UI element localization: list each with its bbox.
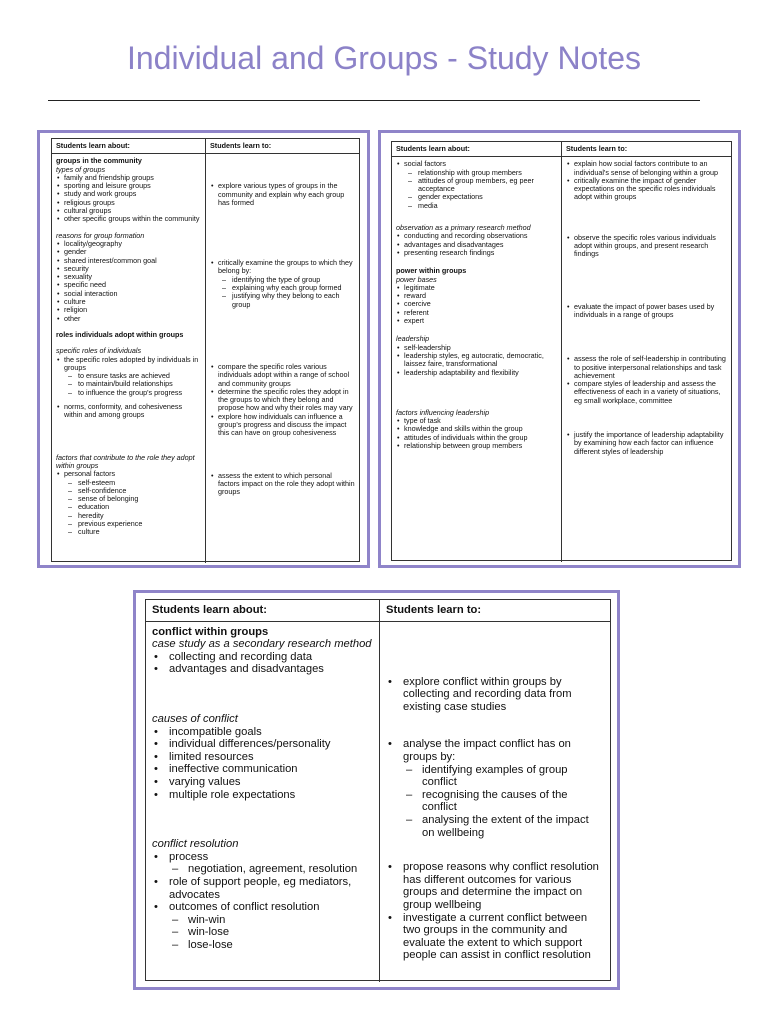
list-item: • compare the specific roles various individuals adopt within a range of school and community groups [210, 363, 355, 388]
list-item: • reward [396, 292, 557, 300]
sub-list-item: – win-lose [152, 926, 373, 939]
section-heading: conflict within groups [152, 625, 269, 638]
header-learn-about: Students learn about: [392, 142, 562, 156]
list-item: • other [56, 315, 201, 323]
sub-list-item: – justifying why they belong to each group [210, 292, 355, 309]
sub-list-item: – self-esteem [56, 479, 201, 487]
syllabus-table-2 [391, 141, 732, 561]
list-item: • ineffective communication [152, 763, 373, 776]
list-item: • the specific roles adopted by individuals in groups [56, 356, 201, 373]
list-item: • social interaction [56, 290, 201, 298]
list-item: • assess the role of self-leadership in contributing to positive interpersonal relationships and task achievement [566, 355, 727, 380]
learn-to-column [206, 154, 359, 563]
list-item: • norms, conformity, and cohesiveness within and among groups [56, 403, 201, 420]
notes-image-3 [133, 590, 620, 990]
sub-list-item: – culture [56, 528, 201, 536]
header-learn-to: Students learn to: [566, 144, 628, 153]
list-item: • cultural groups [56, 207, 201, 215]
list-item: • sexuality [56, 273, 201, 281]
subsection-heading: observation as a primary research method [396, 223, 531, 233]
list-item: • advantages and disadvantages [152, 663, 373, 676]
list-item: • propose reasons why conflict resolution has different outcomes for various groups and determine the impact on group wellbeing [386, 861, 604, 911]
subsection-heading: types of groups [56, 164, 106, 174]
list-item: • conducting and recording observations [396, 232, 557, 240]
list-item: • analyse the impact conflict has on groups by: [386, 738, 604, 763]
list-item: • collecting and recording data [152, 651, 373, 664]
subsection-heading: factors that contribute to the role they adopt within groups [56, 452, 195, 470]
list-item: • gender [56, 248, 201, 256]
list-item: • knowledge and skills within the group [396, 425, 557, 433]
subsection-heading: causes of conflict [152, 712, 238, 725]
sub-list-item: – explaining why each group formed [210, 284, 355, 292]
list-item: • role of support people, eg mediators, advocates [152, 876, 373, 901]
list-item: • justify the importance of leadership adaptability by examining how each factor can influence different styles of leadership [566, 431, 727, 456]
sub-list-item: – media [396, 202, 557, 210]
list-item: • outcomes of conflict resolution [152, 901, 373, 914]
list-item: • family and friendship groups [56, 174, 201, 182]
list-item: • explain how social factors contribute to an individual's sense of belonging within a group [566, 160, 727, 177]
list-item: • locality/geography [56, 240, 201, 248]
list-item: • critically examine the groups to which they belong by: [210, 259, 355, 276]
sub-list-item: – heredity [56, 512, 201, 520]
list-item: • referent [396, 309, 557, 317]
list-item: • security [56, 265, 201, 273]
subsection-heading: power bases [396, 274, 437, 284]
list-item: • individual differences/personality [152, 738, 373, 751]
list-item: • explore various types of groups in the community and explain why each group has formed [210, 182, 355, 207]
subsection-heading: factors influencing leadership [396, 407, 490, 417]
list-item: • assess the extent to which personal factors impact on the role they adopt within groups [210, 472, 355, 497]
table-header [52, 139, 359, 154]
list-item: • social factors [396, 160, 557, 168]
list-item: • presenting research findings [396, 249, 557, 257]
sub-list-item: – relationship with group members [396, 169, 557, 177]
page-title: Individual and Groups - Study Notes [126, 40, 642, 76]
learn-to-column [562, 157, 731, 562]
sub-list-item: – previous experience [56, 520, 201, 528]
list-item: • type of task [396, 417, 557, 425]
list-item: • shared interest/common goal [56, 257, 201, 265]
list-item: • expert [396, 317, 557, 325]
subsection-heading: specific roles of individuals [56, 346, 142, 356]
sub-list-item: – to maintain/build relationships [56, 380, 201, 388]
sub-list-item: – recognising the causes of the conflict [386, 789, 604, 814]
list-item: • observe the specific roles various individuals adopt within groups, and present research findings [566, 234, 727, 259]
sub-list-item: – identifying the type of group [210, 276, 355, 284]
list-item: • specific need [56, 281, 201, 289]
learn-about-column [52, 154, 206, 563]
list-item: • sporting and leisure groups [56, 182, 201, 190]
list-item: • other specific groups within the community [56, 215, 201, 223]
sub-list-item: – attitudes of group members, eg peer acceptance [396, 177, 557, 194]
list-item: • legitimate [396, 284, 557, 292]
sub-list-item: – to influence the group's progress [56, 389, 201, 397]
syllabus-table-1 [51, 138, 360, 562]
notes-image-2 [378, 130, 741, 568]
list-item: • leadership styles, eg autocratic, democratic, laissez faire, transformational [396, 352, 557, 369]
sub-list-item: – self-confidence [56, 487, 201, 495]
section-heading: roles individuals adopt within groups [56, 329, 184, 339]
list-item: • study and work groups [56, 190, 201, 198]
list-item: • compare styles of leadership and assess the effectiveness of each in a variety of situations, eg small workplace, committee [566, 380, 727, 405]
sub-list-item: – analysing the extent of the impact on wellbeing [386, 814, 604, 839]
sub-list-item: – lose-lose [152, 939, 373, 952]
header-learn-to: Students learn to: [386, 604, 482, 616]
list-item: • religion [56, 306, 201, 314]
list-item: • explore how individuals can influence a group's progress and discuss the impact this can have on group cohesiveness [210, 413, 355, 438]
section-heading: groups in the community [56, 156, 142, 166]
sub-list-item: – sense of belonging [56, 495, 201, 503]
list-item: • explore conflict within groups by collecting and recording data from existing case studies [386, 676, 604, 714]
sub-list-item: – education [56, 503, 201, 511]
list-item: • personal factors [56, 470, 201, 478]
list-item: • self-leadership [396, 344, 557, 352]
list-item: • advantages and disadvantages [396, 241, 557, 249]
sub-list-item: – negotiation, agreement, resolution [152, 863, 373, 876]
table-header [392, 142, 731, 157]
list-item: • evaluate the impact of power bases used by individuals in a range of groups [566, 303, 727, 320]
list-item: • religious groups [56, 199, 201, 207]
list-item: • leadership adaptability and flexibility [396, 369, 557, 377]
list-item: • varying values [152, 776, 373, 789]
sub-list-item: – gender expectations [396, 193, 557, 201]
subsection-heading: conflict resolution [152, 838, 239, 851]
list-item: • process [152, 851, 373, 864]
table-header [146, 600, 610, 622]
list-item: • relationship between group members [396, 442, 557, 450]
learn-to-column [380, 622, 610, 982]
header-learn-about: Students learn about: [52, 139, 206, 153]
subsection-heading: leadership [396, 334, 430, 344]
sub-list-item: – win-win [152, 914, 373, 927]
learn-about-column [392, 157, 562, 562]
learn-about-column [146, 622, 380, 982]
list-item: • culture [56, 298, 201, 306]
header-learn-to: Students learn to: [210, 141, 272, 150]
title-rule [48, 100, 700, 101]
notes-image-1 [37, 130, 370, 568]
list-item: • incompatible goals [152, 726, 373, 739]
section-heading: power within groups [396, 266, 467, 276]
list-item: • attitudes of individuals within the group [396, 434, 557, 442]
list-item: • multiple role expectations [152, 789, 373, 802]
sub-list-item: – identifying examples of group conflict [386, 764, 604, 789]
list-item: • critically examine the impact of gender expectations on the specific roles individuals adopt within groups [566, 177, 727, 202]
list-item: • coercive [396, 300, 557, 308]
syllabus-table-3 [145, 599, 611, 981]
sub-list-item: – to ensure tasks are achieved [56, 372, 201, 380]
list-item: • determine the specific roles they adopt in the groups to which they belong and propose how and why their roles may vary [210, 388, 355, 413]
list-item: • investigate a current conflict between two groups in the community and evaluate the extent to which support people can assist in conflict resolution [386, 912, 604, 962]
header-learn-about: Students learn about: [146, 600, 380, 621]
list-item: • limited resources [152, 751, 373, 764]
subsection-heading: reasons for group formation [56, 230, 145, 240]
subsection-heading: case study as a secondary research method [152, 638, 372, 651]
